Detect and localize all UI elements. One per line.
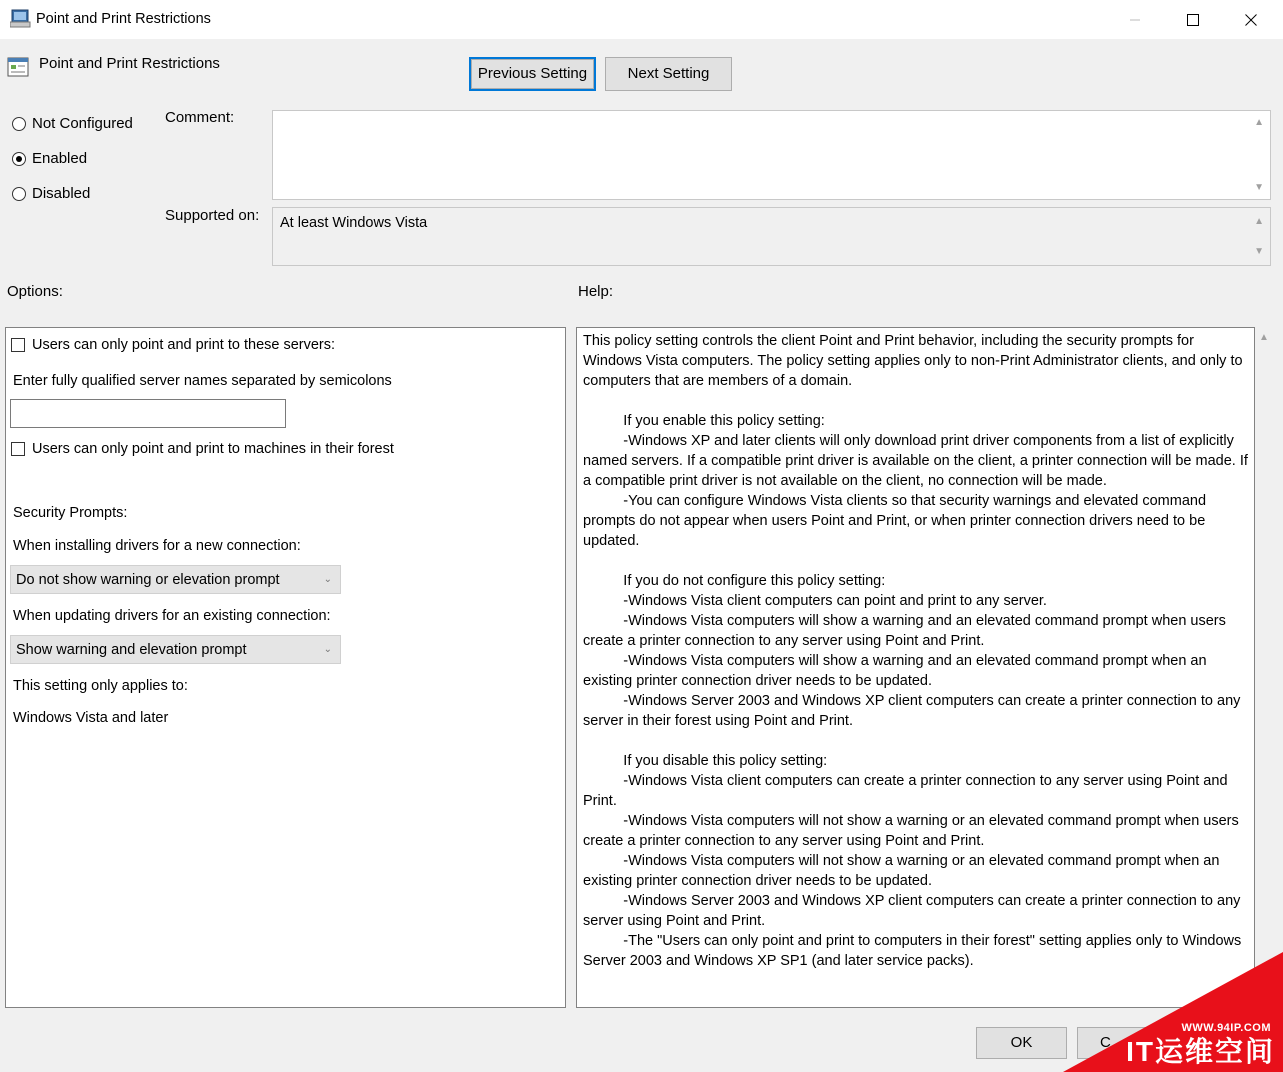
supported-on-label: Supported on: xyxy=(165,207,260,224)
scroll-up-icon[interactable]: ▲ xyxy=(1254,216,1264,227)
policy-setting-icon xyxy=(7,56,29,78)
existing-connection-label: When updating drivers for an existing connection: xyxy=(13,608,331,624)
radio-label: Disabled xyxy=(32,185,91,202)
next-setting-button[interactable]: Next Setting xyxy=(605,57,732,91)
checkbox-restrict-servers[interactable] xyxy=(11,337,335,353)
window-title: Point and Print Restrictions xyxy=(36,11,211,27)
policy-title: Point and Print Restrictions xyxy=(39,55,220,72)
supported-on-value: At least Windows Vista xyxy=(280,215,428,231)
help-text: This policy setting controls the client Point and Print behavior, including the security prompts for Windows Vista computers. The policy setting applies only to non-Print Administrator clients, and only to computers that are members of a domain. If you enable this policy setting: -Windows XP and later clients will only download print driver components from a list of explicitly named servers. If a compatible print driver is available on the client, a printer connection will be made. If a compatible print driver is not available on the client, no connection will be made. -You can configure Windows Vista clients so that security warnings and elevated command prompts do not appear when users Point and Print, or when printer connection drivers need to be updated. If you do not configure this policy setting: -Windows Vista client computers can point and print to any server. -Windows Vista computers will show a warning and an elevated command prompt when users create a printer connection to any server using Point and Print. -Windows Vista computers will show a warning and an elevated command prompt when an existing printer connection driver needs to be updated. -Windows Server 2003 and Windows XP client computers can create a printer connection to any server in their forest using Point and Print. If you disable this policy setting: -Windows Vista client computers can create a printer connection to any server using Point and Print. -Windows Vista computers will not show a warning or an elevated command prompt when users create a printer connection to any server using Point and Print. -Windows Vista computers will not show a warning or an elevated command prompt when an existing printer connection driver needs to be updated. -Windows Server 2003 and Windows XP client computers can create a printer connection to any server using Point and Print. -The "Users can only point and print to computers in their forest" setting applies only to Windows Server 2003 and Windows XP SP1 (and later service packs). xyxy=(583,333,1248,969)
close-icon xyxy=(1245,14,1257,26)
cancel-button[interactable]: C xyxy=(1077,1027,1168,1059)
watermark-url: WWW.94IP.COM xyxy=(1181,1022,1271,1034)
help-label: Help: xyxy=(578,283,614,300)
radio-label: Enabled xyxy=(32,150,88,167)
servers-input-value xyxy=(11,400,285,410)
chevron-down-icon: ⌄ xyxy=(323,574,332,585)
minimize-button[interactable] xyxy=(1106,0,1164,39)
comment-text xyxy=(273,111,1270,119)
scroll-up-icon[interactable]: ▲ xyxy=(1254,117,1264,128)
watermark xyxy=(1043,952,1283,1072)
scroll-down-icon[interactable]: ▼ xyxy=(1254,182,1264,193)
options-label: Options: xyxy=(7,283,63,300)
servers-hint: Enter fully qualified server names separated by semicolons xyxy=(13,373,392,389)
watermark-brand: IT运维空间 xyxy=(1126,1036,1275,1067)
radio-not-configured[interactable] xyxy=(12,115,133,132)
applies-to-label: This setting only applies to: xyxy=(13,678,188,694)
chevron-down-icon: ⌄ xyxy=(323,644,332,655)
scroll-down-icon[interactable]: ▼ xyxy=(1254,246,1264,257)
dropdown-value: Do not show warning or elevation prompt xyxy=(16,571,280,588)
applies-to-value: Windows Vista and later xyxy=(13,710,169,726)
close-button[interactable] xyxy=(1222,0,1280,39)
security-prompts-label: Security Prompts: xyxy=(13,505,128,521)
options-panel xyxy=(5,327,566,1008)
checkbox-label: Users can only point and print to these servers: xyxy=(32,337,336,353)
ok-button[interactable]: OK xyxy=(976,1027,1067,1059)
comment-label: Comment: xyxy=(165,109,235,126)
policy-window-icon xyxy=(10,9,32,29)
previous-setting-button[interactable]: Previous Setting xyxy=(469,57,596,91)
radio-circle xyxy=(12,152,26,166)
title-bar xyxy=(0,0,1283,39)
checkbox-box xyxy=(11,442,25,456)
new-connection-label: When installing drivers for a new connection: xyxy=(13,538,301,554)
radio-disabled[interactable] xyxy=(12,185,90,202)
radio-enabled[interactable] xyxy=(12,150,87,167)
servers-input[interactable] xyxy=(10,399,286,428)
checkbox-label: Users can only point and print to machines in their forest xyxy=(32,441,394,457)
minimize-icon xyxy=(1129,14,1141,26)
existing-connection-dropdown[interactable] xyxy=(10,635,341,664)
help-panel xyxy=(576,327,1255,1008)
checkbox-restrict-forest[interactable] xyxy=(11,441,394,457)
new-connection-dropdown[interactable] xyxy=(10,565,341,594)
radio-label: Not Configured xyxy=(32,115,133,132)
dropdown-value: Show warning and elevation prompt xyxy=(16,641,247,658)
maximize-button[interactable] xyxy=(1164,0,1222,39)
supported-on-box xyxy=(272,207,1271,266)
checkbox-box xyxy=(11,338,25,352)
radio-circle xyxy=(12,117,26,131)
maximize-icon xyxy=(1187,14,1199,26)
help-scroll-up-icon[interactable]: ▲ xyxy=(1259,332,1269,343)
comment-textarea[interactable] xyxy=(272,110,1271,200)
radio-circle xyxy=(12,187,26,201)
